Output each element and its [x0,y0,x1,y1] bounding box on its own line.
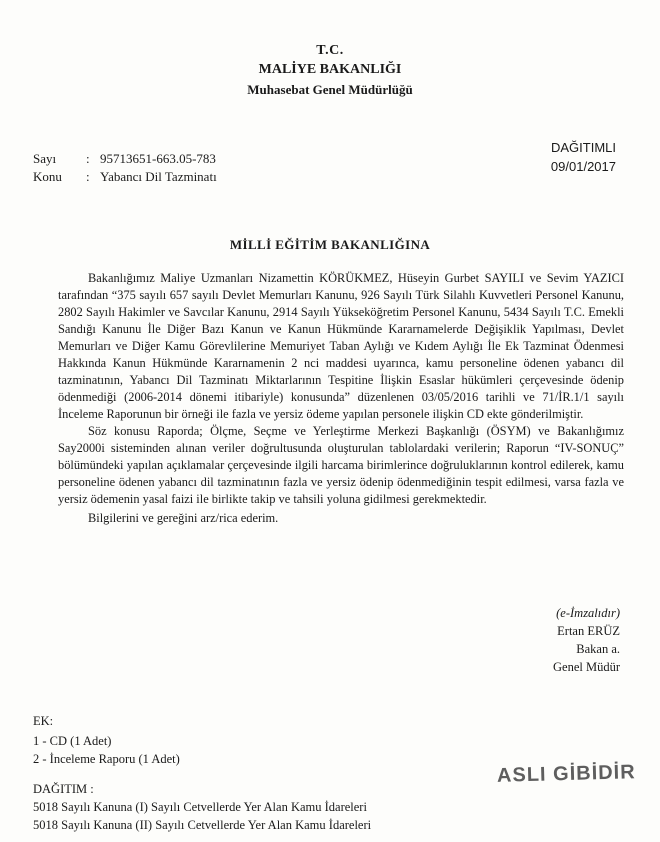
signature-block [470,604,620,676]
distribution-item: 5018 Sayılı Kanuna (II) Sayılı Cetvellerde Yer Alan Kamu İdareleri [33,818,372,832]
distribution-item: 5018 Sayılı Kanuna (I) Sayılı Cetvellerde Yer Alan Kamu İdareleri [33,800,367,814]
body-paragraph-2: Söz konusu Raporda; Ölçme, Seçme ve Yerleştirme Merkezi Başkanlığı (ÖSYM) ve Bakanlığımız Say2000i sisteminden alınan veriler doğrultusunda oluşturulan tablolardaki verilerin; Raporun “IV-SONUÇ” bölümündeki yapılan açıklamalar çerçevesinde ilgili harcama birimlerince doğruluklarının kontrol edilerek, kamu personeline ödenen yabancı dil tazminatının fazla ve yersiz ödenip ödenmediğinin tespit edilmesi, varsa fazla ve yersiz ödemenin yasal faizi ile birlikte takip ve tahsili yoluna gidilmesi gerekmektedir. [58,424,624,506]
document-date: 09/01/2017 [550,159,616,174]
distribution-heading: DAĞITIM : [33,782,94,796]
header-tc: T.C. [316,43,344,58]
signatory-title-1: Bakan a. [576,642,620,656]
signatory-name: Ertan ERÜZ [557,624,620,638]
konu-row [33,169,333,187]
attachments [33,712,180,768]
attachment-item: 1 - CD (1 Adet) [33,734,112,748]
letter-body [58,270,624,527]
sayi-label: Sayı [33,151,57,166]
distribution-note [551,138,616,176]
certified-copy-stamp: ASLI GİBİDİR [496,760,636,787]
konu-value: Yabancı Dil Tazminatı [100,169,217,184]
konu-separator: : [86,169,90,184]
sayi-value: 95713651-663.05-783 [100,151,216,166]
sayi-separator: : [86,151,90,166]
attachments-heading: EK: [33,714,54,728]
closing-line: Bilgilerini ve gereğini arz/rica ederim. [88,511,279,525]
header-directorate: Muhasebat Genel Müdürlüğü [247,82,413,97]
attachment-item: 2 - İnceleme Raporu (1 Adet) [33,752,180,766]
e-signature-note: (e-İmzalıdır) [556,606,620,620]
signatory-title-2: Genel Müdür [553,660,620,674]
distribution-label: DAĞITIMLI [550,140,616,155]
body-paragraph-1: Bakanlığımız Maliye Uzmanları Nizamettin KÖRÜKMEZ, Hüseyin Gurbet SAYILI ve Sevim YAZICI tarafından “375 sayılı 657 sayılı Devlet Memurları Kanunu, 926 Sayılı Türk Silahlı Kuvvetleri Personel Kanunu, 2802 Sayılı Hakimler ve Savcılar Kanunu, 2914 Sayılı Yükseköğretim Personel Kanunu, 5434 Sayılı T.C. Emekli Sandığı Kanunu İle Diğer Bazı Kanun ve Kanun Hükmünde Kararnamelerde Değişiklik Yapılması, Devlet Memurları ve Diğer Kamu Görevlilerine Memuriyet Taban Aylığı ve Kıdem Aylığı İle Ek Tazminat Ödenmesi Hakkında Kanun Hükmünde Kararnamenin 2 nci maddesi uyarınca, kamu personeline ödenen yabancı dil tazminatının, Yabancı Dil Tazminatı Miktarlarının Tespitine İlişkin Esaslar hükümleri çerçevesinde ödenip ödenmediği (2006-2014 dönemi itibariyle) konusunda” düzenlenen 03/05/2016 tarihli ve 71/İR.1/1 sayılı İnceleme Raporunun bir örneği ile fazla ve yersiz ödeme yapılan personele ilişkin CD ekte gönderilmiştir. [58,271,624,421]
header-ministry: MALİYE BAKANLIĞI [258,62,402,77]
addressee: MİLLİ EĞİTİM BAKANLIĞINA [229,237,431,252]
sayi-row [33,151,333,169]
konu-label: Konu [33,169,62,184]
distribution-list [33,780,371,834]
